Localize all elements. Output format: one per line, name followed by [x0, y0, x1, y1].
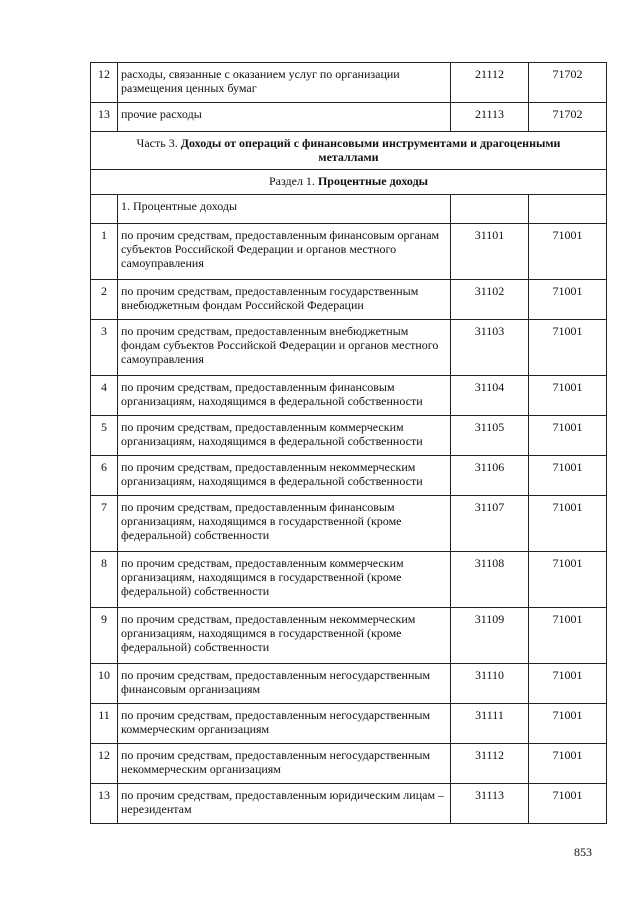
row-number: 3	[91, 320, 118, 376]
row-account: 71001	[529, 376, 607, 416]
table-row	[91, 224, 607, 280]
row-account: 71702	[529, 63, 607, 103]
table-row	[91, 704, 607, 744]
row-account: 71001	[529, 552, 607, 608]
row-number: 12	[91, 63, 118, 103]
row-account: 71702	[529, 103, 607, 132]
row-account: 71001	[529, 608, 607, 664]
row-description: по прочим средствам, предоставленным некоммерческим организациям, находящимся в федеральной собственности	[118, 456, 451, 496]
table-row	[91, 376, 607, 416]
section-header-row	[91, 170, 607, 195]
row-account: 71001	[529, 744, 607, 784]
row-code: 31105	[451, 416, 529, 456]
row-code: 21113	[451, 103, 529, 132]
row-code: 31102	[451, 280, 529, 320]
row-code: 31110	[451, 664, 529, 704]
part-heading	[91, 132, 607, 170]
row-account: 71001	[529, 704, 607, 744]
row-description: по прочим средствам, предоставленным финансовым организациям, находящимся в федеральной собственности	[118, 376, 451, 416]
row-description: по прочим средствам, предоставленным негосударственным финансовым организациям	[118, 664, 451, 704]
row-account: 71001	[529, 784, 607, 824]
row-code: 31106	[451, 456, 529, 496]
row-code: 31112	[451, 744, 529, 784]
row-number: 13	[91, 103, 118, 132]
row-account: 71001	[529, 456, 607, 496]
row-number: 7	[91, 496, 118, 552]
table-row	[91, 664, 607, 704]
row-number: 8	[91, 552, 118, 608]
part-heading-prefix: Часть 3.	[136, 136, 181, 150]
row-number: 5	[91, 416, 118, 456]
row-number: 13	[91, 784, 118, 824]
data-rows	[91, 224, 607, 824]
row-account: 71001	[529, 416, 607, 456]
section-heading-prefix: Раздел 1.	[268, 174, 318, 188]
row-number: 9	[91, 608, 118, 664]
table-row	[91, 496, 607, 552]
row-code: 31108	[451, 552, 529, 608]
table-row	[91, 456, 607, 496]
table-row	[91, 416, 607, 456]
table-row	[91, 608, 607, 664]
subheading-text: 1. Процентные доходы	[118, 195, 451, 224]
table-row	[91, 103, 607, 132]
row-code: 31103	[451, 320, 529, 376]
row-code: 21112	[451, 63, 529, 103]
subheading-row	[91, 195, 607, 224]
row-account: 71001	[529, 320, 607, 376]
row-description: по прочим средствам, предоставленным финансовым организациям, находящимся в государственной (кроме федеральной) собственности	[118, 496, 451, 552]
row-number: 4	[91, 376, 118, 416]
table-row	[91, 784, 607, 824]
table-row	[91, 552, 607, 608]
table-row	[91, 320, 607, 376]
part-heading-title: Доходы от операций с финансовыми инструментами и драгоценными металлами	[180, 136, 561, 164]
row-code: 31101	[451, 224, 529, 280]
row-account: 71001	[529, 664, 607, 704]
row-description: по прочим средствам, предоставленным коммерческим организациям, находящимся в федеральной собственности	[118, 416, 451, 456]
row-number: 12	[91, 744, 118, 784]
row-account: 71001	[529, 496, 607, 552]
row-number: 2	[91, 280, 118, 320]
row-description: по прочим средствам, предоставленным некоммерческим организациям, находящимся в государственной (кроме федеральной) собственности	[118, 608, 451, 664]
row-number: 11	[91, 704, 118, 744]
row-account: 71001	[529, 224, 607, 280]
section-heading-title: Процентные доходы	[317, 174, 429, 188]
row-description: прочие расходы	[118, 103, 451, 132]
section-heading	[91, 170, 607, 195]
table-row	[91, 63, 607, 103]
row-number	[91, 195, 118, 224]
row-code: 31107	[451, 496, 529, 552]
row-description: по прочим средствам, предоставленным негосударственным коммерческим организациям	[118, 704, 451, 744]
row-description: по прочим средствам, предоставленным негосударственным некоммерческим организациям	[118, 744, 451, 784]
row-number: 10	[91, 664, 118, 704]
document-table	[90, 62, 607, 824]
row-code: 31104	[451, 376, 529, 416]
row-code: 31111	[451, 704, 529, 744]
row-number: 6	[91, 456, 118, 496]
table-row	[91, 744, 607, 784]
row-description: по прочим средствам, предоставленным финансовым органам субъектов Российской Федерации и органов местного самоуправления	[118, 224, 451, 280]
page-number: 853	[574, 845, 592, 859]
row-code	[451, 195, 529, 224]
part-header-row	[91, 132, 607, 170]
row-account	[529, 195, 607, 224]
row-account: 71001	[529, 280, 607, 320]
row-description: по прочим средствам, предоставленным государственным внебюджетным фондам Российской Федерации	[118, 280, 451, 320]
row-description: расходы, связанные с оказанием услуг по организации размещения ценных бумаг	[118, 63, 451, 103]
row-number: 1	[91, 224, 118, 280]
row-description: по прочим средствам, предоставленным юридическим лицам – нерезидентам	[118, 784, 451, 824]
table-row	[91, 280, 607, 320]
row-description: по прочим средствам, предоставленным коммерческим организациям, находящимся в государственной (кроме федеральной) собственности	[118, 552, 451, 608]
row-code: 31113	[451, 784, 529, 824]
row-code: 31109	[451, 608, 529, 664]
row-description: по прочим средствам, предоставленным внебюджетным фондам субъектов Российской Федерации и органов местного самоуправления	[118, 320, 451, 376]
